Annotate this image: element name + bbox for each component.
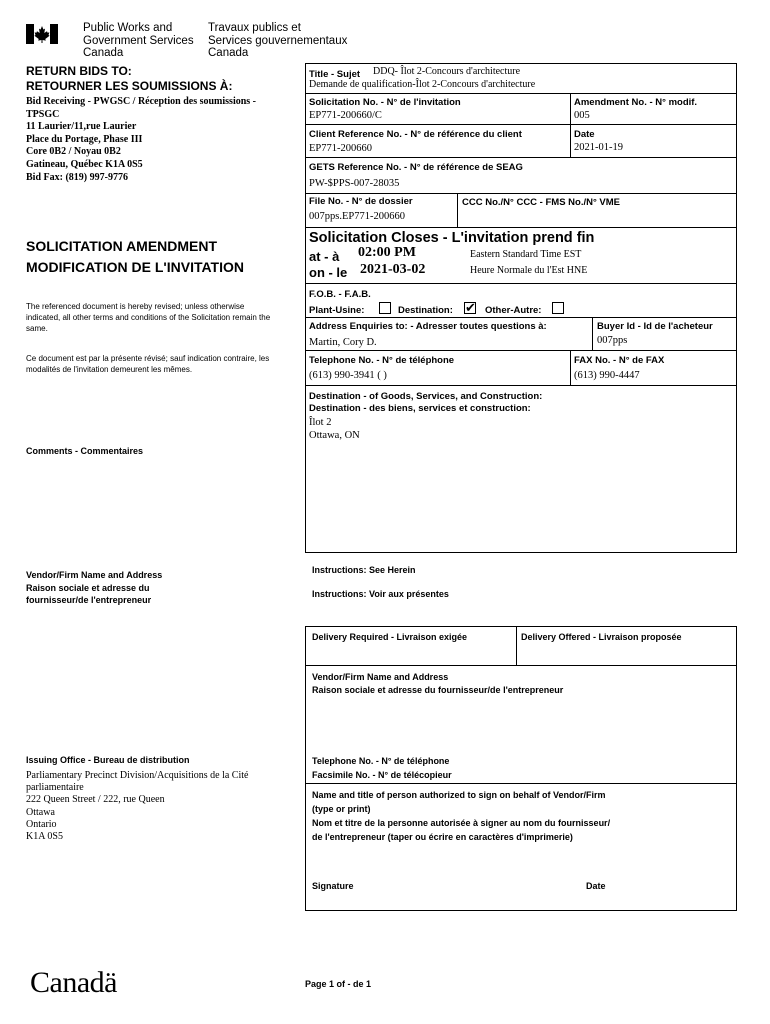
timezone-fr: Heure Normale du l'Est HNE	[470, 265, 588, 276]
comments-label: Comments - Commentaires	[26, 446, 144, 456]
closing-date-value: 2021-03-02	[360, 262, 426, 277]
vendor-firm-label[interactable]	[312, 671, 563, 697]
dept-en-line: Government Services	[83, 34, 194, 47]
address-line: TPSGC	[26, 108, 60, 120]
vendor-firm-label-fr: Raison sociale et adresse du fournisseur/de l'entrepreneur	[312, 685, 564, 695]
dept-en-line: Public Works and	[83, 22, 173, 34]
vendor-facsimile-label[interactable]: Facsimile No. - N° de télécopieur	[312, 770, 452, 780]
destination-goods-label-fr: Destination - des biens, services et construction:	[309, 403, 531, 414]
vendor-label-fr: Raison sociale et adresse du	[26, 582, 150, 593]
solicitation-no-value: EP771-200660/C	[309, 110, 382, 121]
address-line: 11 Laurier/11,rue Laurier	[26, 121, 137, 133]
telephone-value: (613) 990-3941 ( )	[309, 370, 387, 381]
issuing-line: 222 Queen Street / 222, rue Queen	[26, 794, 165, 806]
destination-goods-value	[309, 416, 360, 442]
plant-usine-label: Plant-Usine:	[309, 305, 365, 316]
issuing-line: Ontario	[26, 818, 57, 830]
destination-label: Destination:	[398, 305, 453, 316]
buyer-id-label: Buyer Id - Id de l'acheteur	[597, 321, 713, 332]
plant-usine-checkbox[interactable]	[379, 302, 391, 314]
return-bids-title-fr: RETOURNER LES SOUMISSIONS À:	[26, 79, 233, 93]
signature-date-label[interactable]: Date	[586, 881, 606, 891]
title-value-line1: DDQ- Îlot 2-Concours d'architecture	[373, 66, 521, 77]
canada-wordmark-logo: Canadä	[30, 966, 117, 999]
page-number: Page 1 of - de 1	[305, 979, 372, 989]
client-reference-value: EP771-200660	[309, 143, 372, 154]
issuing-line: Ottawa	[26, 806, 55, 818]
ccc-no-label: CCC No./N° CCC - FMS No./N° VME	[462, 197, 621, 208]
address-line: Core 0B2 / Noyau 0B2	[26, 146, 121, 158]
date-label: Date	[574, 129, 595, 140]
dept-fr-line: Canada	[208, 47, 249, 59]
amendment-title	[26, 236, 244, 278]
vendor-telephone-label[interactable]: Telephone No. - N° de téléphone	[312, 756, 450, 766]
fax-label: FAX No. - N° de FAX	[574, 355, 665, 366]
solicitation-no-label: Solicitation No. - N° de l'invitation	[309, 97, 461, 108]
issuing-line: K1A 0S5	[26, 831, 63, 843]
gets-reference-value: PW-$PPS-007-28035	[309, 178, 400, 189]
vendor-firm-label-left	[26, 569, 162, 607]
issuing-office-address	[26, 770, 248, 843]
title-value-line2: Demande de qualification-Îlot 2-Concours d'architecture	[309, 79, 536, 90]
issuing-line: parliamentaire	[26, 782, 84, 794]
bid-fax-line: Bid Fax: (819) 997-9776	[26, 171, 128, 183]
timezone-en: Eastern Standard Time EST	[470, 249, 582, 260]
issuing-line: Parliamentary Precinct Division/Acquisitions de la Cité	[26, 770, 249, 781]
return-bids-title	[26, 64, 232, 94]
at-label: at - à	[309, 249, 340, 264]
department-name-en	[83, 22, 194, 60]
dept-en-line: Canada	[83, 47, 124, 59]
vendor-label-fr: fournisseur/de l'entrepreneur	[26, 595, 152, 605]
instructions-fr: Instructions: Voir aux présentes	[312, 589, 449, 599]
file-no-label: File No. - N° de dossier	[309, 196, 413, 207]
checkmark-icon: ✔	[465, 301, 476, 316]
vendor-response-box	[305, 626, 737, 911]
authorized-line: (type or print)	[312, 804, 371, 814]
signature-label[interactable]: Signature	[312, 881, 354, 891]
vendor-label-en: Vendor/Firm Name and Address	[26, 570, 163, 580]
address-enquiries-value: Martin, Cory D.	[309, 337, 377, 348]
amendment-no-value: 005	[574, 110, 590, 121]
closing-time-value: 02:00 PM	[358, 245, 416, 260]
solicitation-closes-title: Solicitation Closes - L'invitation prend fin	[309, 230, 595, 246]
canada-flag-icon	[26, 24, 58, 44]
other-autre-checkbox[interactable]	[552, 302, 564, 314]
instructions-en: Instructions: See Herein	[312, 565, 416, 575]
dept-fr-line: Services gouvernementaux	[208, 34, 348, 47]
delivery-required-label[interactable]: Delivery Required - Livraison exigée	[312, 632, 468, 642]
delivery-offered-label[interactable]: Delivery Offered - Livraison proposée	[521, 632, 682, 642]
address-enquiries-label: Address Enquiries to: - Adresser toutes questions à:	[309, 321, 547, 332]
authorized-line: Name and title of person authorized to sign on behalf of Vendor/Firm	[312, 790, 606, 800]
date-value: 2021-01-19	[574, 142, 623, 153]
department-name-fr	[208, 22, 347, 60]
dept-fr-line: Travaux publics et	[208, 22, 301, 34]
on-label: on - le	[309, 265, 348, 280]
amendment-title-fr: MODIFICATION DE L'INVITATION	[26, 259, 244, 275]
amendment-title-en: SOLICITATION AMENDMENT	[26, 238, 218, 254]
vendor-firm-label-en: Vendor/Firm Name and Address	[312, 672, 449, 682]
destination-goods-label-en: Destination - of Goods, Services, and Construction:	[309, 391, 543, 402]
return-bids-title-en: RETURN BIDS TO:	[26, 64, 132, 78]
gets-reference-label: GETS Reference No. - N° de référence de SEAG	[309, 162, 523, 173]
return-bids-address	[26, 96, 256, 184]
address-line: Bid Receiving - PWGSC / Réception des soumissions -	[26, 96, 257, 107]
amendment-paragraph-fr: Ce document est par la présente révisé; sauf indication contraire, les modalités de l'invitation demeurent les mêmes.	[26, 354, 270, 374]
destination-line: Îlot 2	[309, 417, 332, 428]
other-autre-label: Other-Autre:	[485, 305, 542, 316]
issuing-office-label: Issuing Office - Bureau de distribution	[26, 755, 190, 765]
destination-goods-label	[309, 391, 542, 415]
authorized-line: de l'entrepreneur (taper ou écrire en caractères d'imprimerie)	[312, 832, 573, 842]
authorized-person-label[interactable]	[312, 788, 610, 844]
fob-label: F.O.B. - F.A.B.	[309, 289, 371, 300]
fax-value: (613) 990-4447	[574, 370, 640, 381]
file-no-value: 007pps.EP771-200660	[309, 211, 405, 222]
authorized-line: Nom et titre de la personne autorisée à signer au nom du fournisseur/	[312, 818, 611, 828]
amendment-no-label: Amendment No. - N° modif.	[574, 97, 698, 108]
destination-checkbox[interactable]	[464, 302, 476, 314]
destination-line: Ottawa, ON	[309, 430, 360, 441]
address-line: Place du Portage, Phase III	[26, 133, 143, 145]
title-label: Title - Sujet	[309, 69, 361, 80]
client-reference-label: Client Reference No. - N° de référence du client	[309, 129, 522, 140]
address-line: Gatineau, Québec K1A 0S5	[26, 158, 143, 170]
telephone-label: Telephone No. - N° de téléphone	[309, 355, 455, 366]
buyer-id-value: 007pps	[597, 335, 628, 346]
amendment-paragraph-en: The referenced document is hereby revised; unless otherwise indicated, all other terms and conditions of the Solicitation remain the same.	[26, 302, 271, 333]
